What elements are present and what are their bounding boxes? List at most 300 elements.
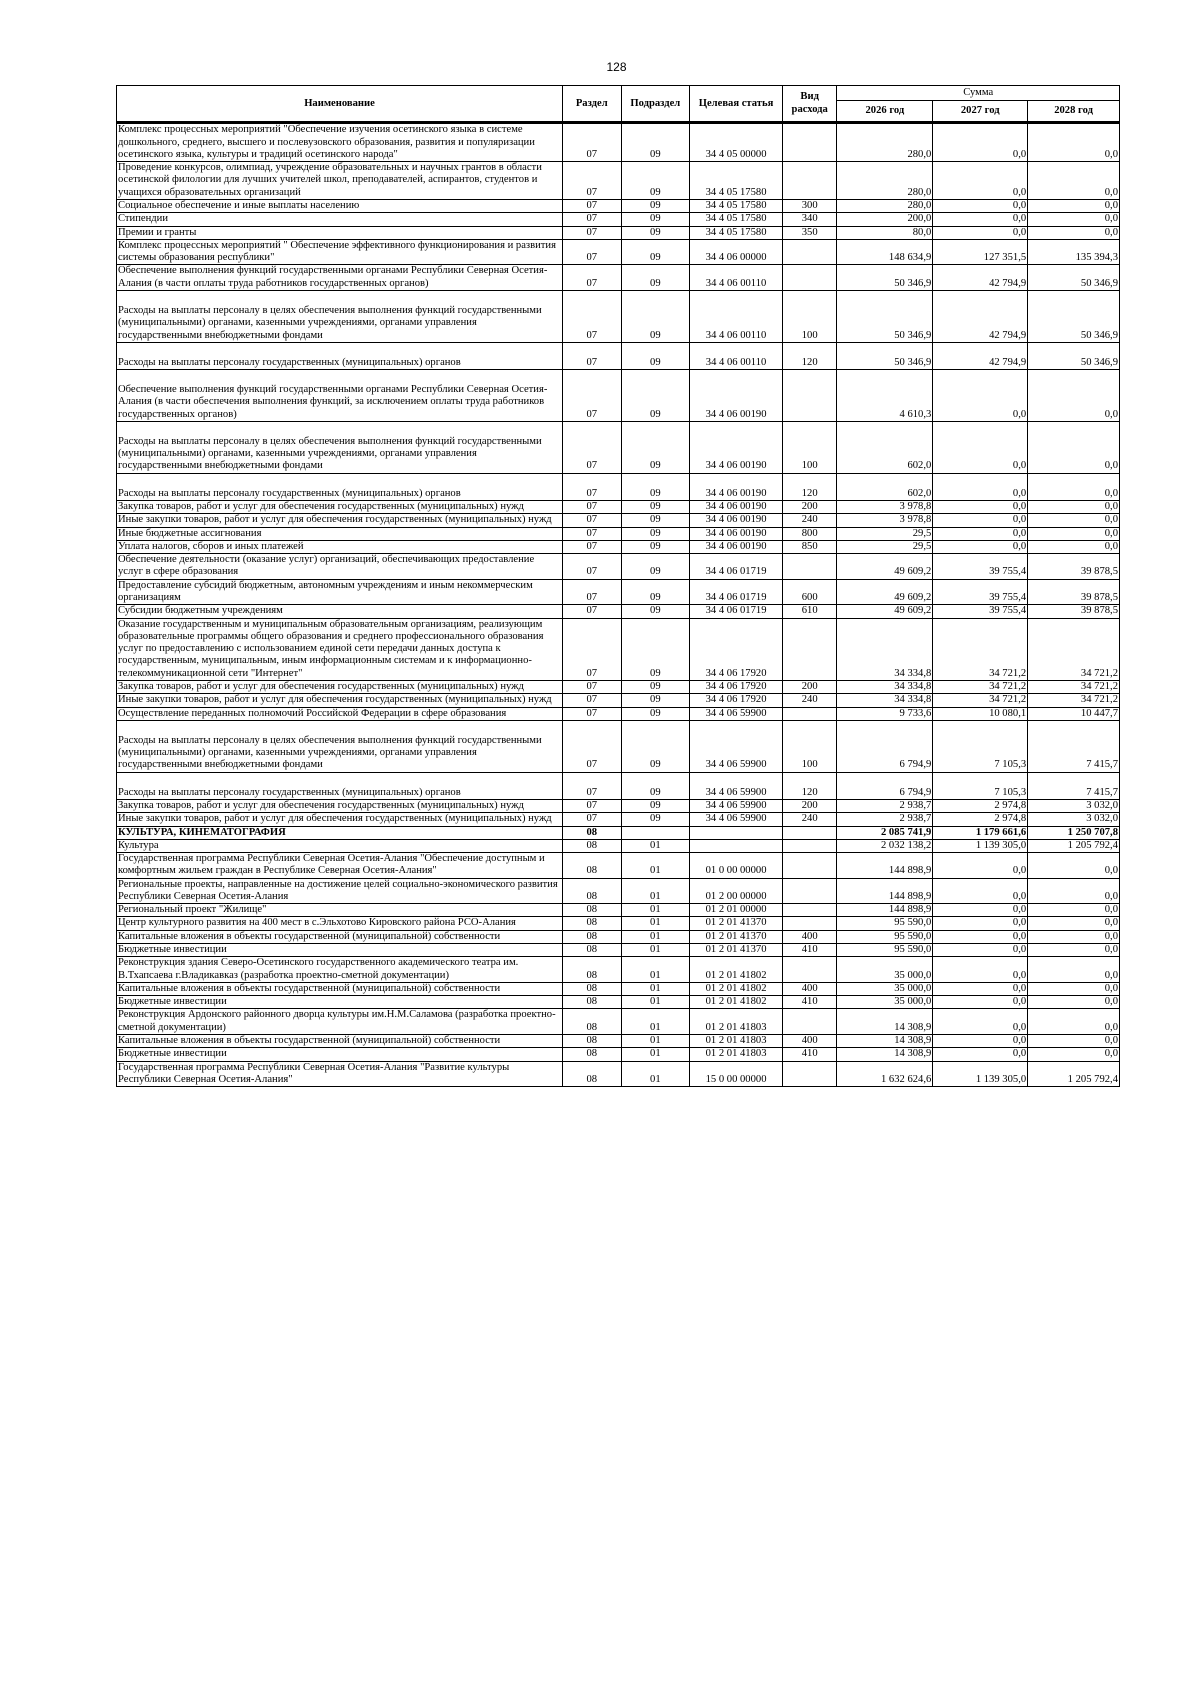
row-sum-2027: 2 974,8 bbox=[933, 813, 1028, 826]
row-podrazdel: 09 bbox=[621, 473, 690, 500]
row-vid: 400 bbox=[782, 982, 836, 995]
budget-table bbox=[116, 85, 1120, 1087]
row-target: 34 4 06 00190 bbox=[690, 527, 783, 540]
row-podrazdel: 01 bbox=[621, 1061, 690, 1087]
row-target: 01 2 01 41803 bbox=[690, 1035, 783, 1048]
row-target: 01 2 01 00000 bbox=[690, 904, 783, 917]
row-target: 34 4 06 17920 bbox=[690, 694, 783, 707]
row-name: Закупка товаров, работ и услуг для обеспечения государственных (муниципальных) нужд bbox=[117, 799, 563, 812]
row-sum-2026: 35 000,0 bbox=[837, 982, 933, 995]
row-target: 34 4 05 17580 bbox=[690, 199, 783, 212]
row-target: 01 2 01 41803 bbox=[690, 1048, 783, 1061]
table-row bbox=[117, 878, 1120, 904]
row-razdel: 08 bbox=[563, 957, 622, 983]
row-razdel: 08 bbox=[563, 839, 622, 852]
table-row bbox=[117, 853, 1120, 879]
row-vid: 300 bbox=[782, 199, 836, 212]
row-vid bbox=[782, 826, 836, 839]
table-row bbox=[117, 1009, 1120, 1035]
table-row bbox=[117, 226, 1120, 239]
table-row bbox=[117, 473, 1120, 500]
row-razdel: 08 bbox=[563, 1048, 622, 1061]
row-sum-2026: 1 632 624,6 bbox=[837, 1061, 933, 1087]
row-name: Комплекс процессных мероприятий "Обеспечение изучения осетинского языка в системе дошкольного, среднего, высшего и послевузовского образования, развития и популяризации осетинского языка, культуры и традиций осетинского народа" bbox=[117, 123, 563, 162]
table-row bbox=[117, 199, 1120, 212]
row-sum-2027: 34 721,2 bbox=[933, 694, 1028, 707]
table-row bbox=[117, 540, 1120, 553]
row-target: 34 4 06 00190 bbox=[690, 421, 783, 473]
row-sum-2027: 0,0 bbox=[933, 199, 1028, 212]
row-razdel: 07 bbox=[563, 605, 622, 618]
row-sum-2027: 10 080,1 bbox=[933, 707, 1028, 720]
table-row bbox=[117, 605, 1120, 618]
row-name: Государственная программа Республики Северная Осетия-Алания "Развитие культуры Республики Северная Осетия-Алания" bbox=[117, 1061, 563, 1087]
table-row bbox=[117, 813, 1120, 826]
row-name: Уплата налогов, сборов и иных платежей bbox=[117, 540, 563, 553]
row-razdel: 07 bbox=[563, 213, 622, 226]
row-sum-2027: 0,0 bbox=[933, 162, 1028, 200]
row-razdel: 07 bbox=[563, 501, 622, 514]
row-vid: 120 bbox=[782, 772, 836, 799]
row-sum-2027: 0,0 bbox=[933, 540, 1028, 553]
row-target: 34 4 06 01719 bbox=[690, 605, 783, 618]
row-sum-2027: 1 139 305,0 bbox=[933, 839, 1028, 852]
row-sum-2028: 135 394,3 bbox=[1028, 239, 1120, 265]
row-podrazdel: 09 bbox=[621, 421, 690, 473]
row-target: 34 4 06 00190 bbox=[690, 501, 783, 514]
row-vid bbox=[782, 370, 836, 422]
row-sum-2028: 0,0 bbox=[1028, 370, 1120, 422]
row-podrazdel: 01 bbox=[621, 1035, 690, 1048]
row-sum-2028: 1 205 792,4 bbox=[1028, 1061, 1120, 1087]
row-sum-2026: 49 609,2 bbox=[837, 554, 933, 580]
table-row bbox=[117, 290, 1120, 342]
table-row bbox=[117, 839, 1120, 852]
row-sum-2026: 49 609,2 bbox=[837, 605, 933, 618]
row-target bbox=[690, 826, 783, 839]
row-sum-2028: 34 721,2 bbox=[1028, 680, 1120, 693]
header-year-2027: 2027 год bbox=[933, 101, 1028, 123]
table-row bbox=[117, 799, 1120, 812]
row-sum-2028: 0,0 bbox=[1028, 123, 1120, 162]
row-sum-2026: 50 346,9 bbox=[837, 265, 933, 291]
row-sum-2027: 0,0 bbox=[933, 904, 1028, 917]
row-name: Предоставление субсидий бюджетным, автономным учреждениям и иным некоммерческим организациям bbox=[117, 579, 563, 605]
row-sum-2028: 0,0 bbox=[1028, 957, 1120, 983]
row-sum-2027: 0,0 bbox=[933, 996, 1028, 1009]
row-sum-2027: 0,0 bbox=[933, 982, 1028, 995]
header-year-2028: 2028 год bbox=[1028, 101, 1120, 123]
row-razdel: 07 bbox=[563, 680, 622, 693]
row-podrazdel: 09 bbox=[621, 720, 690, 772]
row-target bbox=[690, 839, 783, 852]
table-row bbox=[117, 694, 1120, 707]
row-sum-2028: 34 721,2 bbox=[1028, 618, 1120, 680]
row-target: 34 4 06 00000 bbox=[690, 239, 783, 265]
row-sum-2026: 2 938,7 bbox=[837, 813, 933, 826]
row-sum-2028: 50 346,9 bbox=[1028, 265, 1120, 291]
row-sum-2027: 1 139 305,0 bbox=[933, 1061, 1028, 1087]
row-vid: 240 bbox=[782, 813, 836, 826]
table-row bbox=[117, 501, 1120, 514]
row-sum-2026: 144 898,9 bbox=[837, 853, 933, 879]
row-sum-2027: 42 794,9 bbox=[933, 265, 1028, 291]
row-vid: 600 bbox=[782, 579, 836, 605]
row-sum-2028: 1 250 707,8 bbox=[1028, 826, 1120, 839]
table-row bbox=[117, 342, 1120, 369]
row-razdel: 07 bbox=[563, 290, 622, 342]
row-target: 34 4 06 59900 bbox=[690, 813, 783, 826]
row-podrazdel: 01 bbox=[621, 957, 690, 983]
row-podrazdel: 09 bbox=[621, 501, 690, 514]
row-sum-2028: 0,0 bbox=[1028, 1048, 1120, 1061]
row-razdel: 07 bbox=[563, 707, 622, 720]
row-target: 34 4 06 17920 bbox=[690, 618, 783, 680]
row-sum-2028: 0,0 bbox=[1028, 1009, 1120, 1035]
row-sum-2027: 34 721,2 bbox=[933, 618, 1028, 680]
row-razdel: 07 bbox=[563, 618, 622, 680]
row-podrazdel: 09 bbox=[621, 239, 690, 265]
row-target: 01 2 01 41802 bbox=[690, 982, 783, 995]
row-name: Проведение конкурсов, олимпиад, учреждение образовательных и научных грантов в области осетинской филологии для лучших учителей школ, преподавателей, аспирантов, студентов и учащихся образовательных организаций bbox=[117, 162, 563, 200]
row-razdel: 07 bbox=[563, 799, 622, 812]
row-sum-2027: 0,0 bbox=[933, 473, 1028, 500]
row-name: Иные закупки товаров, работ и услуг для обеспечения государственных (муниципальных) нужд bbox=[117, 514, 563, 527]
row-sum-2028: 34 721,2 bbox=[1028, 694, 1120, 707]
row-sum-2026: 3 978,8 bbox=[837, 514, 933, 527]
row-razdel: 07 bbox=[563, 772, 622, 799]
row-sum-2027: 39 755,4 bbox=[933, 605, 1028, 618]
row-name: Расходы на выплаты персоналу в целях обеспечения выполнения функций государственными (муниципальными) органами, казенными учреждениями, органами управления государственными внебюджетными фондами bbox=[117, 421, 563, 473]
row-target: 34 4 06 59900 bbox=[690, 772, 783, 799]
row-sum-2028: 0,0 bbox=[1028, 199, 1120, 212]
row-name: Бюджетные инвестиции bbox=[117, 944, 563, 957]
row-sum-2026: 602,0 bbox=[837, 421, 933, 473]
row-podrazdel: 09 bbox=[621, 342, 690, 369]
row-sum-2027: 127 351,5 bbox=[933, 239, 1028, 265]
row-vid: 200 bbox=[782, 501, 836, 514]
row-name: Иные бюджетные ассигнования bbox=[117, 527, 563, 540]
row-razdel: 08 bbox=[563, 917, 622, 930]
row-target: 34 4 06 59900 bbox=[690, 799, 783, 812]
row-sum-2028: 0,0 bbox=[1028, 917, 1120, 930]
row-podrazdel: 09 bbox=[621, 199, 690, 212]
row-podrazdel: 09 bbox=[621, 540, 690, 553]
header-target: Целевая статья bbox=[690, 86, 783, 123]
row-name: Субсидии бюджетным учреждениям bbox=[117, 605, 563, 618]
row-sum-2028: 0,0 bbox=[1028, 226, 1120, 239]
row-sum-2027: 7 105,3 bbox=[933, 720, 1028, 772]
row-razdel: 08 bbox=[563, 1009, 622, 1035]
row-sum-2028: 0,0 bbox=[1028, 1035, 1120, 1048]
row-vid bbox=[782, 839, 836, 852]
row-sum-2027: 0,0 bbox=[933, 501, 1028, 514]
row-sum-2026: 29,5 bbox=[837, 540, 933, 553]
row-sum-2027: 0,0 bbox=[933, 930, 1028, 943]
row-name: Расходы на выплаты персоналу в целях обеспечения выполнения функций государственными (муниципальными) органами, казенными учреждениями, органами управления государственными внебюджетными фондами bbox=[117, 720, 563, 772]
row-sum-2026: 50 346,9 bbox=[837, 342, 933, 369]
row-razdel: 07 bbox=[563, 720, 622, 772]
row-target: 34 4 06 59900 bbox=[690, 720, 783, 772]
row-target: 01 2 00 00000 bbox=[690, 878, 783, 904]
table-row bbox=[117, 1048, 1120, 1061]
table-body bbox=[117, 123, 1120, 1087]
table-row bbox=[117, 826, 1120, 839]
row-vid: 120 bbox=[782, 473, 836, 500]
row-sum-2027: 0,0 bbox=[933, 421, 1028, 473]
row-vid bbox=[782, 917, 836, 930]
row-podrazdel: 01 bbox=[621, 878, 690, 904]
row-sum-2026: 35 000,0 bbox=[837, 957, 933, 983]
table-row bbox=[117, 957, 1120, 983]
row-sum-2028: 39 878,5 bbox=[1028, 605, 1120, 618]
row-name: Иные закупки товаров, работ и услуг для обеспечения государственных (муниципальных) нужд bbox=[117, 694, 563, 707]
row-podrazdel: 09 bbox=[621, 162, 690, 200]
row-name: Реконструкция здания Северо-Осетинского государственного академического театра им. В.Тхапсаева г.Владикавказ (разработка проектно-сметной документации) bbox=[117, 957, 563, 983]
row-sum-2028: 7 415,7 bbox=[1028, 720, 1120, 772]
table-row bbox=[117, 239, 1120, 265]
row-podrazdel: 09 bbox=[621, 123, 690, 162]
row-name: Обеспечение выполнения функций государственными органами Республики Северная Осетия-Алания (в части оплаты труда работников государственных органов) bbox=[117, 265, 563, 291]
table-row bbox=[117, 265, 1120, 291]
table-row bbox=[117, 982, 1120, 995]
table-row bbox=[117, 1035, 1120, 1048]
row-razdel: 07 bbox=[563, 226, 622, 239]
row-sum-2027: 0,0 bbox=[933, 213, 1028, 226]
row-sum-2028: 39 878,5 bbox=[1028, 579, 1120, 605]
row-vid: 400 bbox=[782, 1035, 836, 1048]
row-sum-2027: 0,0 bbox=[933, 917, 1028, 930]
row-target: 34 4 06 00190 bbox=[690, 514, 783, 527]
row-sum-2026: 280,0 bbox=[837, 123, 933, 162]
row-razdel: 07 bbox=[563, 473, 622, 500]
row-razdel: 07 bbox=[563, 162, 622, 200]
row-sum-2027: 7 105,3 bbox=[933, 772, 1028, 799]
row-vid bbox=[782, 162, 836, 200]
row-name: Капитальные вложения в объекты государственной (муниципальной) собственности bbox=[117, 930, 563, 943]
row-podrazdel: 09 bbox=[621, 554, 690, 580]
row-vid bbox=[782, 1009, 836, 1035]
row-target: 34 4 06 17920 bbox=[690, 680, 783, 693]
row-target: 34 4 05 17580 bbox=[690, 226, 783, 239]
row-vid: 800 bbox=[782, 527, 836, 540]
row-razdel: 08 bbox=[563, 826, 622, 839]
row-razdel: 08 bbox=[563, 996, 622, 1009]
row-sum-2027: 1 179 661,6 bbox=[933, 826, 1028, 839]
row-sum-2027: 0,0 bbox=[933, 1048, 1028, 1061]
row-podrazdel: 09 bbox=[621, 694, 690, 707]
row-razdel: 07 bbox=[563, 527, 622, 540]
row-sum-2026: 2 032 138,2 bbox=[837, 839, 933, 852]
row-podrazdel: 09 bbox=[621, 813, 690, 826]
row-name: Расходы на выплаты персоналу государственных (муниципальных) органов bbox=[117, 772, 563, 799]
row-name: Региональные проекты, направленные на достижение целей социально-экономического развития Республики Северная Осетия-Алания bbox=[117, 878, 563, 904]
row-name: Расходы на выплаты персоналу в целях обеспечения выполнения функций государственными (муниципальными) органами, казенными учреждениями, органами управления государственными внебюджетными фондами bbox=[117, 290, 563, 342]
row-razdel: 08 bbox=[563, 853, 622, 879]
row-name: Центр культурного развития на 400 мест в с.Эльхотово Кировского района РСО-Алания bbox=[117, 917, 563, 930]
row-razdel: 07 bbox=[563, 123, 622, 162]
row-target: 34 4 05 00000 bbox=[690, 123, 783, 162]
row-target: 34 4 06 00110 bbox=[690, 265, 783, 291]
row-vid: 340 bbox=[782, 213, 836, 226]
row-sum-2028: 50 346,9 bbox=[1028, 342, 1120, 369]
row-razdel: 07 bbox=[563, 514, 622, 527]
row-podrazdel: 01 bbox=[621, 944, 690, 957]
row-vid bbox=[782, 904, 836, 917]
row-target: 15 0 00 00000 bbox=[690, 1061, 783, 1087]
row-sum-2026: 144 898,9 bbox=[837, 878, 933, 904]
row-razdel: 07 bbox=[563, 265, 622, 291]
row-vid: 240 bbox=[782, 694, 836, 707]
row-sum-2028: 10 447,7 bbox=[1028, 707, 1120, 720]
table-row bbox=[117, 421, 1120, 473]
row-sum-2026: 2 085 741,9 bbox=[837, 826, 933, 839]
header-vid: Вид расхода bbox=[782, 86, 836, 123]
page-number: 128 bbox=[606, 60, 627, 74]
row-sum-2027: 39 755,4 bbox=[933, 579, 1028, 605]
row-name: Реконструкция Ардонского районного дворца культуры им.Н.М.Саламова (разработка проектно-сметной документации) bbox=[117, 1009, 563, 1035]
row-podrazdel: 09 bbox=[621, 579, 690, 605]
row-sum-2026: 2 938,7 bbox=[837, 799, 933, 812]
table-row bbox=[117, 370, 1120, 422]
row-target: 34 4 06 00110 bbox=[690, 290, 783, 342]
row-sum-2028: 1 205 792,4 bbox=[1028, 839, 1120, 852]
row-vid bbox=[782, 554, 836, 580]
row-sum-2028: 0,0 bbox=[1028, 527, 1120, 540]
row-razdel: 07 bbox=[563, 540, 622, 553]
row-sum-2026: 49 609,2 bbox=[837, 579, 933, 605]
row-sum-2026: 95 590,0 bbox=[837, 944, 933, 957]
row-target: 01 2 01 41370 bbox=[690, 930, 783, 943]
row-target: 01 2 01 41802 bbox=[690, 957, 783, 983]
row-sum-2026: 3 978,8 bbox=[837, 501, 933, 514]
row-razdel: 07 bbox=[563, 554, 622, 580]
row-vid bbox=[782, 618, 836, 680]
row-razdel: 07 bbox=[563, 694, 622, 707]
row-podrazdel: 09 bbox=[621, 707, 690, 720]
row-target: 34 4 05 17580 bbox=[690, 213, 783, 226]
row-sum-2028: 3 032,0 bbox=[1028, 813, 1120, 826]
row-sum-2028: 0,0 bbox=[1028, 904, 1120, 917]
row-podrazdel: 01 bbox=[621, 996, 690, 1009]
row-target: 01 2 01 41803 bbox=[690, 1009, 783, 1035]
row-sum-2028: 0,0 bbox=[1028, 540, 1120, 553]
row-sum-2026: 280,0 bbox=[837, 199, 933, 212]
table-row bbox=[117, 930, 1120, 943]
row-sum-2026: 14 308,9 bbox=[837, 1009, 933, 1035]
row-podrazdel: 09 bbox=[621, 618, 690, 680]
row-sum-2026: 34 334,8 bbox=[837, 618, 933, 680]
table-row bbox=[117, 996, 1120, 1009]
row-name: Капитальные вложения в объекты государственной (муниципальной) собственности bbox=[117, 1035, 563, 1048]
row-target: 34 4 06 00110 bbox=[690, 342, 783, 369]
row-sum-2027: 0,0 bbox=[933, 527, 1028, 540]
row-sum-2026: 14 308,9 bbox=[837, 1035, 933, 1048]
row-sum-2028: 0,0 bbox=[1028, 162, 1120, 200]
row-name: Бюджетные инвестиции bbox=[117, 996, 563, 1009]
row-vid bbox=[782, 878, 836, 904]
table-row bbox=[117, 527, 1120, 540]
row-sum-2026: 95 590,0 bbox=[837, 930, 933, 943]
row-sum-2027: 0,0 bbox=[933, 370, 1028, 422]
table-row bbox=[117, 554, 1120, 580]
row-sum-2027: 0,0 bbox=[933, 123, 1028, 162]
row-sum-2027: 0,0 bbox=[933, 853, 1028, 879]
row-podrazdel: 09 bbox=[621, 213, 690, 226]
row-sum-2028: 0,0 bbox=[1028, 878, 1120, 904]
row-sum-2026: 280,0 bbox=[837, 162, 933, 200]
row-vid: 120 bbox=[782, 342, 836, 369]
row-sum-2028: 0,0 bbox=[1028, 514, 1120, 527]
row-sum-2027: 34 721,2 bbox=[933, 680, 1028, 693]
row-target: 34 4 06 00190 bbox=[690, 540, 783, 553]
row-razdel: 08 bbox=[563, 982, 622, 995]
row-razdel: 08 bbox=[563, 904, 622, 917]
row-sum-2028: 0,0 bbox=[1028, 473, 1120, 500]
row-vid bbox=[782, 957, 836, 983]
row-vid: 200 bbox=[782, 680, 836, 693]
row-name: Обеспечение деятельности (оказание услуг) организаций, обеспечивающих предоставление услуг в сфере образования bbox=[117, 554, 563, 580]
row-sum-2028: 0,0 bbox=[1028, 213, 1120, 226]
row-sum-2028: 3 032,0 bbox=[1028, 799, 1120, 812]
row-vid: 240 bbox=[782, 514, 836, 527]
row-vid bbox=[782, 1061, 836, 1087]
row-podrazdel: 01 bbox=[621, 904, 690, 917]
row-name: Государственная программа Республики Северная Осетия-Алания "Обеспечение доступным и комфортным жильем граждан в Республике Северная Осетия-Алания" bbox=[117, 853, 563, 879]
table-row bbox=[117, 944, 1120, 957]
row-podrazdel: 09 bbox=[621, 226, 690, 239]
table-row bbox=[117, 618, 1120, 680]
header-razdel: Раздел bbox=[563, 86, 622, 123]
row-name: Социальное обеспечение и иные выплаты населению bbox=[117, 199, 563, 212]
row-sum-2026: 4 610,3 bbox=[837, 370, 933, 422]
row-target: 01 2 01 41802 bbox=[690, 996, 783, 1009]
row-podrazdel: 01 bbox=[621, 930, 690, 943]
row-vid: 100 bbox=[782, 720, 836, 772]
row-name: Осуществление переданных полномочий Российской Федерации в сфере образования bbox=[117, 707, 563, 720]
row-razdel: 07 bbox=[563, 579, 622, 605]
row-vid: 610 bbox=[782, 605, 836, 618]
row-vid: 410 bbox=[782, 944, 836, 957]
row-razdel: 07 bbox=[563, 342, 622, 369]
row-sum-2028: 0,0 bbox=[1028, 853, 1120, 879]
table-row bbox=[117, 720, 1120, 772]
row-sum-2026: 6 794,9 bbox=[837, 772, 933, 799]
table-row bbox=[117, 707, 1120, 720]
header-name: Наименование bbox=[117, 86, 563, 123]
row-podrazdel bbox=[621, 826, 690, 839]
row-razdel: 08 bbox=[563, 1061, 622, 1087]
row-sum-2026: 80,0 bbox=[837, 226, 933, 239]
row-sum-2028: 0,0 bbox=[1028, 982, 1120, 995]
row-podrazdel: 09 bbox=[621, 799, 690, 812]
row-name: Обеспечение выполнения функций государственными органами Республики Северная Осетия-Алания (в части обеспечения выполнения функций, за исключением оплаты труда работников государственных органов) bbox=[117, 370, 563, 422]
row-name: Иные закупки товаров, работ и услуг для обеспечения государственных (муниципальных) нужд bbox=[117, 813, 563, 826]
row-name: Оказание государственным и муниципальным образовательным организациям, реализующим образовательные программы общего образования и среднего профессионального образования услуг по предоставлению с использованием единой сети передачи данных доступа к государственным, муниципальным, иным информационным системам и к информационно-телекоммуникационной сети "Интернет" bbox=[117, 618, 563, 680]
row-target: 34 4 06 01719 bbox=[690, 554, 783, 580]
row-razdel: 07 bbox=[563, 239, 622, 265]
table-row bbox=[117, 213, 1120, 226]
table-row bbox=[117, 904, 1120, 917]
row-sum-2027: 42 794,9 bbox=[933, 290, 1028, 342]
row-sum-2027: 0,0 bbox=[933, 957, 1028, 983]
row-podrazdel: 09 bbox=[621, 290, 690, 342]
row-target: 01 0 00 00000 bbox=[690, 853, 783, 879]
row-name: Комплекс процессных мероприятий " Обеспечение эффективного функционирования и развития системы образования республики" bbox=[117, 239, 563, 265]
row-name: Расходы на выплаты персоналу государственных (муниципальных) органов bbox=[117, 342, 563, 369]
row-name: Закупка товаров, работ и услуг для обеспечения государственных (муниципальных) нужд bbox=[117, 680, 563, 693]
row-sum-2028: 0,0 bbox=[1028, 930, 1120, 943]
